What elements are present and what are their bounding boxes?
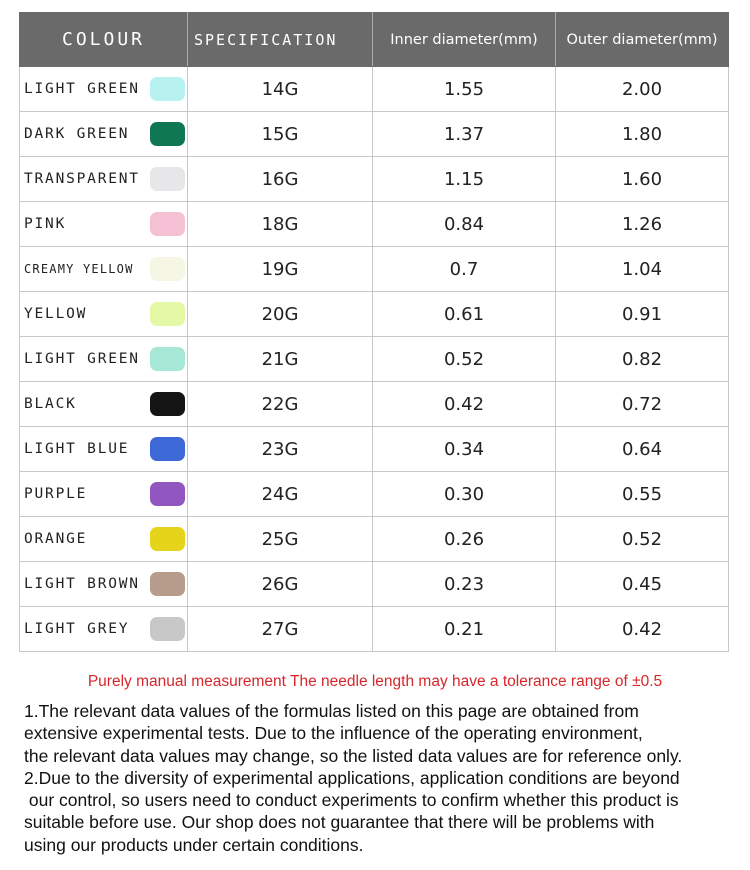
cell-inner-diameter: 0.61	[373, 292, 556, 337]
cell-specification: 18G	[188, 202, 373, 247]
table-row	[20, 562, 729, 607]
table-row	[20, 382, 729, 427]
cell-outer-diameter: 1.80	[556, 112, 729, 157]
colour-swatch	[150, 212, 185, 236]
table-row	[20, 292, 729, 337]
header-colour: COLOUR	[20, 13, 188, 67]
cell-outer-diameter: 0.64	[556, 427, 729, 472]
colour-swatch	[150, 617, 185, 641]
cell-outer-diameter: 0.55	[556, 472, 729, 517]
colour-name: TRANSPARENT	[24, 171, 140, 187]
note-line: our control, so users need to conduct experiments to confirm whether this product is	[24, 790, 679, 811]
cell-specification: 23G	[188, 427, 373, 472]
colour-name: LIGHT BLUE	[24, 441, 130, 457]
header-specification: SPECIFICATION	[188, 13, 373, 67]
cell-colour	[20, 382, 188, 427]
cell-outer-diameter: 0.91	[556, 292, 729, 337]
colour-name: BLACK	[24, 396, 77, 412]
cell-outer-diameter: 1.26	[556, 202, 729, 247]
table-row	[20, 112, 729, 157]
cell-inner-diameter: 1.37	[373, 112, 556, 157]
table-row	[20, 472, 729, 517]
note-line: extensive experimental tests. Due to the influence of the operating environment,	[24, 723, 643, 744]
colour-name: PURPLE	[24, 486, 88, 502]
header-outer-diameter: Outer diameter(mm)	[556, 13, 729, 67]
colour-swatch	[150, 257, 185, 281]
table-body	[20, 67, 729, 652]
cell-colour	[20, 427, 188, 472]
cell-colour	[20, 337, 188, 382]
table-row	[20, 337, 729, 382]
table-header-row	[20, 13, 729, 67]
cell-outer-diameter: 0.82	[556, 337, 729, 382]
colour-swatch	[150, 122, 185, 146]
colour-name: ORANGE	[24, 531, 88, 547]
cell-outer-diameter: 0.72	[556, 382, 729, 427]
header-inner-diameter: Inner diameter(mm)	[373, 13, 556, 67]
cell-outer-diameter: 1.60	[556, 157, 729, 202]
cell-colour	[20, 67, 188, 112]
cell-specification: 27G	[188, 607, 373, 652]
note-line: 1.The relevant data values of the formulas listed on this page are obtained from	[24, 701, 639, 721]
cell-colour	[20, 247, 188, 292]
note-line: using our products under certain conditions.	[24, 834, 364, 855]
note-line: suitable before use. Our shop does not guarantee that there will be problems with	[24, 812, 655, 833]
cell-inner-diameter: 0.7	[373, 247, 556, 292]
colour-swatch	[150, 167, 185, 191]
table-row	[20, 67, 729, 112]
cell-inner-diameter: 1.15	[373, 157, 556, 202]
cell-colour	[20, 562, 188, 607]
cell-inner-diameter: 0.34	[373, 427, 556, 472]
cell-inner-diameter: 0.42	[373, 382, 556, 427]
cell-inner-diameter: 0.30	[373, 472, 556, 517]
note-line: 2.Due to the diversity of experimental applications, application conditions are beyond	[24, 767, 680, 788]
table-row	[20, 607, 729, 652]
colour-swatch	[150, 302, 185, 326]
colour-swatch	[150, 437, 185, 461]
colour-swatch	[150, 482, 185, 506]
cell-outer-diameter: 2.00	[556, 67, 729, 112]
cell-outer-diameter: 1.04	[556, 247, 729, 292]
cell-colour	[20, 112, 188, 157]
cell-specification: 20G	[188, 292, 373, 337]
cell-outer-diameter: 0.52	[556, 517, 729, 562]
table-row	[20, 517, 729, 562]
cell-colour	[20, 517, 188, 562]
tolerance-note: Purely manual measurement The needle length may have a tolerance range of ±0.5	[87, 673, 663, 690]
colour-name: CREAMY YELLOW	[24, 262, 134, 276]
colour-name: LIGHT GREEN	[24, 351, 140, 367]
table-row	[20, 157, 729, 202]
colour-swatch	[150, 527, 185, 551]
colour-name: LIGHT BROWN	[24, 576, 140, 592]
note-line: the relevant data values may change, so the listed data values are for reference only.	[24, 745, 683, 766]
cell-colour	[20, 157, 188, 202]
cell-inner-diameter: 1.55	[373, 67, 556, 112]
cell-specification: 22G	[188, 382, 373, 427]
colour-name: DARK GREEN	[24, 126, 130, 142]
table-row	[20, 247, 729, 292]
needle-spec-table	[19, 12, 729, 652]
disclaimer-notes	[24, 700, 740, 856]
cell-specification: 15G	[188, 112, 373, 157]
colour-swatch	[150, 392, 185, 416]
cell-colour	[20, 292, 188, 337]
cell-colour	[20, 202, 188, 247]
cell-colour	[20, 472, 188, 517]
colour-name: LIGHT GREY	[24, 621, 130, 637]
cell-specification: 24G	[188, 472, 373, 517]
cell-outer-diameter: 0.42	[556, 607, 729, 652]
cell-inner-diameter: 0.52	[373, 337, 556, 382]
cell-outer-diameter: 0.45	[556, 562, 729, 607]
colour-name: PINK	[24, 216, 67, 232]
cell-specification: 14G	[188, 67, 373, 112]
colour-swatch	[150, 77, 185, 101]
colour-swatch	[150, 347, 185, 371]
cell-inner-diameter: 0.23	[373, 562, 556, 607]
cell-specification: 25G	[188, 517, 373, 562]
cell-colour	[20, 607, 188, 652]
cell-specification: 19G	[188, 247, 373, 292]
cell-inner-diameter: 0.84	[373, 202, 556, 247]
cell-specification: 26G	[188, 562, 373, 607]
cell-inner-diameter: 0.21	[373, 607, 556, 652]
colour-name: LIGHT GREEN	[24, 81, 140, 97]
cell-specification: 16G	[188, 157, 373, 202]
colour-swatch	[150, 572, 185, 596]
colour-name: YELLOW	[24, 306, 88, 322]
table-row	[20, 202, 729, 247]
cell-specification: 21G	[188, 337, 373, 382]
table-row	[20, 427, 729, 472]
cell-inner-diameter: 0.26	[373, 517, 556, 562]
